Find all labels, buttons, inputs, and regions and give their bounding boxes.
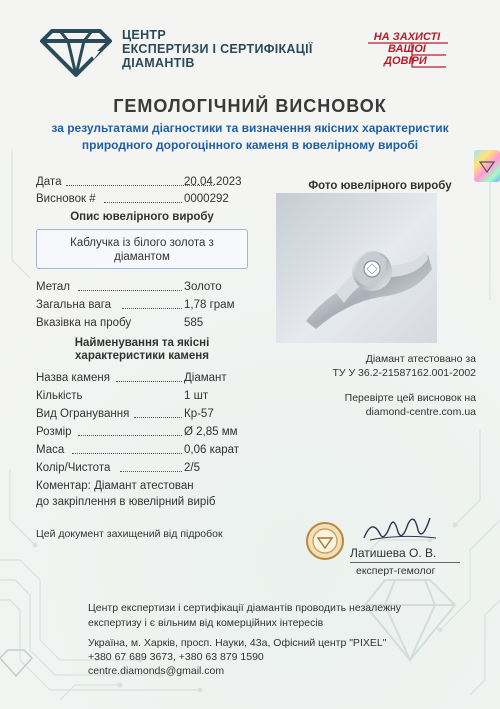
size-value: Ø 2,85 мм [184,426,238,438]
subtitle-line-2: природного дорогоцінного каменя в ювелірному виробі [81,138,419,152]
diamond-logo-icon [38,27,114,79]
hologram-sticker [474,150,500,182]
dotted-leader [72,453,182,454]
metal-label: Метал [36,281,70,293]
stone-name-label: Назва каменя [36,372,110,384]
size-row [36,426,248,440]
stone-heading [36,337,248,363]
weight-value: 1,78 грам [184,299,235,311]
attestation-line-2: ТУ У 36.2-21587162.001-2002 [332,367,476,379]
purity-value: 585 [184,317,204,329]
stone-heading-line-2: характеристики каменя [75,350,209,362]
document-title: ГЕМОЛОГІЧНИЙ ВИСНОВОК [113,96,387,116]
date-label: Дата [36,176,62,188]
date-value: 20.04.2023 [184,176,242,188]
purity-label: Вказівка на пробу [36,317,132,329]
comment-line-1: Коментар: Діамант атестован [36,480,194,492]
quantity-row [36,390,248,404]
dotted-leader [134,417,182,418]
stone-heading-line-1: Найменування та якісні [74,337,210,349]
brand-line-3: ДІАМАНТІВ [122,56,195,70]
quantity-value: 1 шт [184,390,209,402]
weight-row [36,299,248,313]
quantity-label: Кількість [36,390,83,402]
slogan-frame [366,31,448,69]
mass-value: 0,06 карат [184,444,240,456]
number-row [36,193,248,207]
metal-value: Золото [184,281,222,293]
mass-label: Маса [36,444,65,456]
date-row [36,176,248,190]
hologram-diamond-icon [474,150,500,182]
dotted-leader [122,308,182,309]
stone-name-row [36,372,248,386]
signer-role: експерт-гемолог [356,565,436,577]
dotted-leader [104,202,182,203]
attestation-line-1: Діамант атестовано за [365,353,476,365]
brand-line-1: ЦЕНТР [122,28,166,42]
color-clarity-value: 2/5 [184,462,200,474]
cut-value: Кр-57 [184,408,214,420]
color-clarity-row [36,462,248,476]
dotted-leader [116,381,182,382]
slogan [366,31,448,67]
description-line-2: діамантом [114,251,170,263]
brand-line-2: ЕКСПЕРТИЗИ І СЕРТИФІКАЦІЇ [122,42,313,56]
subtitle-line-1: за результатами діагностики та визначення якісних характеристик [51,121,449,135]
description-heading: Опис ювелірного виробу [70,211,214,223]
comment-line-2: до закріплення в ювелірний виріб [36,496,216,508]
footer-email[interactable]: centre.diamonds@gmail.com [88,665,225,677]
document-subtitle [20,120,480,154]
photo-title: Фото ювелірного виробу [308,180,452,192]
verify-block [300,391,476,419]
dotted-leader [78,435,182,436]
jewelry-photo [276,193,437,343]
footer-phones: +380 67 689 3673, +380 63 879 1590 [88,651,264,663]
signer-name: Латишева О. В. [350,546,437,560]
dotted-leader [120,471,182,472]
protected-notice: Цей документ захищений від підробок [36,528,223,540]
attestation-block [300,352,476,380]
number-label: Висновок # [36,193,96,205]
slogan-line-1: НА ЗАХИСТІ [373,31,441,43]
color-clarity-label: Колір/Чистота [36,462,111,474]
description-line-1: Каблучка із білого золота з [70,237,214,249]
stone-name-value: Діамант [184,372,227,384]
footer-line-2: експертизу і є вільним від комерційних інтересів [88,617,324,629]
company-seal-icon [305,521,345,561]
mass-row [36,444,248,458]
dotted-leader [78,290,182,291]
purity-row [36,317,248,331]
signature-line [350,562,460,563]
number-value: 0000292 [184,193,229,205]
footer-line-1: Центр експертизи і сертифікації діамантів проводить незалежну [88,602,402,614]
metal-row [36,281,248,295]
verify-line-1: Перевірте цей висновок на [344,392,476,404]
description-box [36,229,248,269]
weight-label: Загальна вага [36,299,112,311]
description-text [43,236,241,264]
verify-url[interactable]: diamond-centre.com.ua [365,406,476,418]
signature-image [360,508,440,548]
slogan-line-3: ДОВІРИ [384,55,427,67]
slogan-line-2: ВАШОЇ [388,43,426,55]
ring-image [276,193,437,343]
size-label: Розмір [36,426,72,438]
cut-label: Вид Огранування [36,408,130,420]
cut-row [36,408,248,422]
footer-address: Україна, м. Харків, просп. Науки, 43а, Офісний центр "PIXEL" [88,637,387,649]
